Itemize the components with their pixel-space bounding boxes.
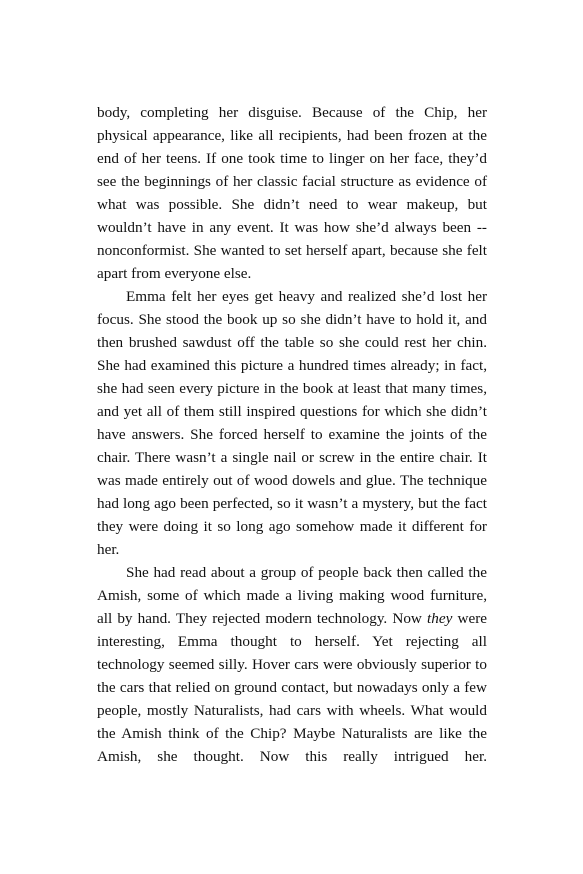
paragraph-3 xyxy=(97,561,487,768)
paragraph-3-text-after-italic: were interesting, Emma thought to herself. Yet rejecting all technology seemed silly. Hover cars were obviously superior to the cars that relied on ground contact, but nowadays only a few people, mostly Naturalists, had cars with wheels. What would the Amish think of the Chip? Maybe Naturalists are like the Amish, she thought. Now this really intrigued her. xyxy=(97,610,487,765)
body-text xyxy=(97,101,487,768)
paragraph-2: Emma felt her eyes get heavy and realized she’d lost her focus. She stood the book up so she didn’t have to hold it, and then brushed sawdust off the table so she could rest her chin. She had examined this picture a hundred times already; in fact, she had seen every picture in the book at least that many times, and yet all of them still inspired questions for which she didn’t have answers. She forced herself to examine the joints of the chair. There wasn’t a single nail or screw in the entire chair. It was made entirely out of wood dowels and glue. The technique had long ago been perfected, so it wasn’t a mystery, but the fact they were doing it so long ago somehow made it different for her. xyxy=(97,288,487,558)
paragraph-1: body, completing her disguise. Because of the Chip, her physical appearance, like all recipients, had been frozen at the end of her teens. If one took time to linger on her face, they’d see the beginnings of her classic facial structure as evidence of what was possible. She didn’t need to wear makeup, but wouldn’t have in any event. It was how she’d always been -- nonconformist. She wanted to set herself apart, because she felt apart from everyone else. xyxy=(97,104,487,282)
paragraph-3-text-before-italic: She had read about a group of people back then called the Amish, some of which made a living making wood furniture, all by hand. They rejected modern technology. Now xyxy=(97,564,487,627)
italic-word: they xyxy=(427,610,453,627)
